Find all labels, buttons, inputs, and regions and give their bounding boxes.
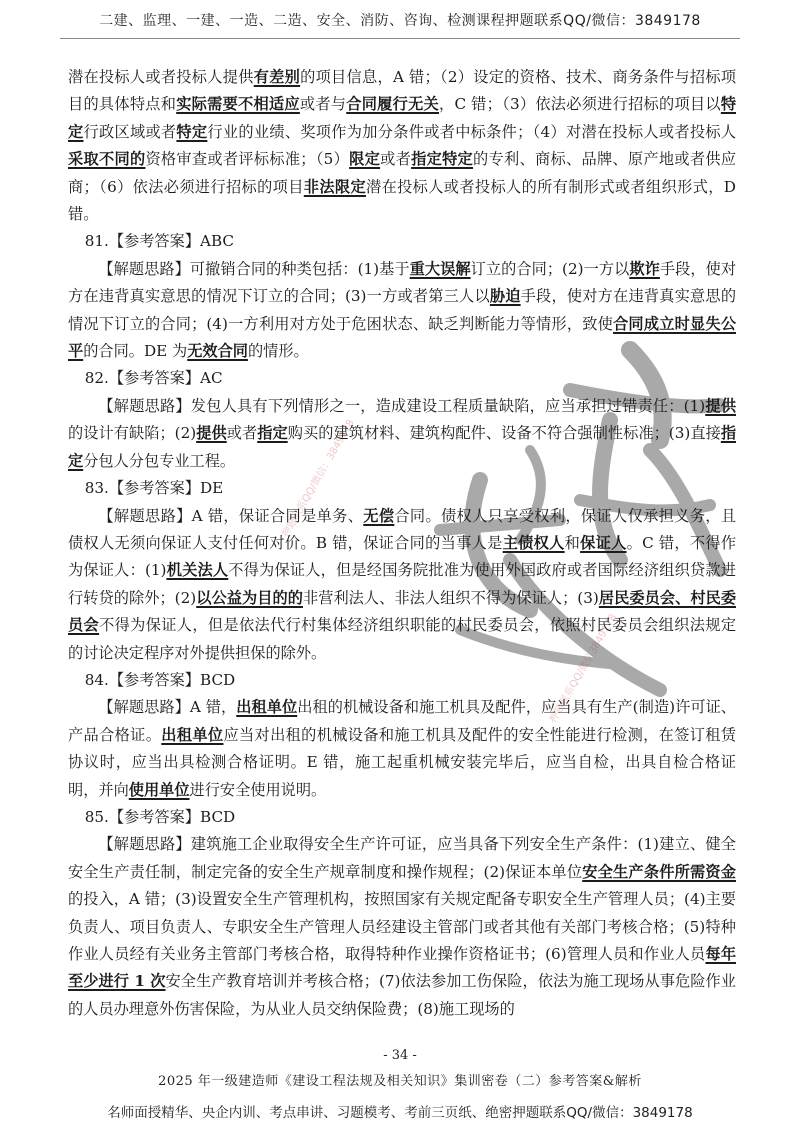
text-run: 【解题思路】A 错，保证合同是单务、 (98, 506, 364, 525)
text-run: 。C 错，不得作为保证人：(1) (68, 533, 737, 580)
text-run: 不得为保证人，但是依法代行村集体经济组织职能的村民委员会，依照村民委员会组织法规定的讨论决定程序对外提供担保的除外。 (68, 616, 737, 662)
key-term: 胁迫 (489, 287, 521, 306)
text-run: 订立的合同；(2)一方以 (470, 259, 630, 278)
text-run: 手段，使对方在违背真实意思的情况下订立的合同；(4)一方利用对方处于危困状态、缺乏判断能力等情形，致使 (68, 287, 737, 333)
key-term: 合同履行无关 (346, 95, 439, 114)
text-run: 购买的建筑材料、建筑构配件、设备不符合强制性标准；(3)直接 (287, 424, 721, 443)
answer-heading (68, 228, 736, 255)
key-term: 无效合同 (187, 342, 248, 361)
text-run: 【解题思路】A 错， (98, 698, 237, 717)
text-run: 的设计有缺陷；(2) (68, 424, 197, 443)
header-divider (60, 38, 740, 39)
key-term: 采取不同的 (68, 150, 146, 169)
text-run: 出租的机械设备和施工机具及配件，应当具有生产(制造)许可证、产品合格证。 (68, 698, 736, 744)
key-term: 保证人 (580, 533, 627, 552)
text-run: 的合同。DE 为 (83, 342, 188, 361)
key-term: 指定特定 (411, 150, 474, 169)
key-term: 出租单位 (236, 698, 298, 717)
key-term: 安全生产条件所需资金 (582, 862, 736, 881)
text-run: 手段，使对方在违背真实意思的情况下订立的合同；(3)一方或者第三人以 (68, 259, 737, 306)
text-run: 85.【参考答案】BCD (84, 807, 236, 826)
answer-heading (68, 475, 736, 502)
key-term: 无偿 (363, 506, 395, 525)
key-term: 限定 (349, 150, 381, 169)
text-run: 的项目信息，A 错；（2）设定的资格、技术、商务条件与招标项目的具体特点和 (68, 68, 737, 114)
text-run: 非营利法人、非法人组织不得为保证人；(3) (302, 588, 599, 607)
key-term: 实际需要不相适应 (176, 95, 300, 114)
explanation-paragraph (68, 694, 736, 804)
key-term: 出租单位 (161, 725, 224, 744)
text-run: 分包人分包专业工程。 (83, 451, 236, 470)
text-run: 潜在投标人或者投标人的所有制形式或者组织形式，D 错。 (68, 177, 736, 224)
explanation-paragraph (68, 256, 736, 366)
footer-promo: 名师面授精华、央企内训、考点串讲、习题模考、考前三页纸、绝密押题联系QQ/微信：3849178 (107, 1105, 693, 1121)
key-term: 使用单位 (128, 780, 190, 799)
text-run: 潜在投标人或者投标人提供 (68, 68, 254, 86)
key-term: 重大误解 (409, 259, 471, 278)
text-run: 【解题思路】发包人具有下列情形之一，造成建设工程质量缺陷，应当承担过错责任：(1) (98, 396, 706, 415)
key-term: 欺诈 (629, 259, 660, 278)
footer-title: 2025 年一级建造师《建设工程法规及相关知识》集训密卷（二）参考答案&解析 (158, 1074, 642, 1089)
key-term: 特定 (68, 95, 737, 141)
key-term: 以公益为目的的 (196, 588, 303, 607)
key-term: 每年至少进行 1 次 (68, 945, 737, 991)
key-term: 指定 (68, 424, 737, 470)
answer-heading (68, 365, 736, 392)
key-term: 提供 (196, 424, 227, 443)
text-run: 的情形。 (247, 342, 309, 361)
text-run: 的专利、商标、品牌、原产地或者供应商；（6）依法必须进行招标的项目 (68, 150, 737, 196)
text-run: 的投入，A 错；(3)设置安全生产管理机构，按照国家有关规定配备专职安全生产管理人员；(4)主要负责人、项目负责人、专职安全生产管理人员经建设主管部门或者其他有关部门考核合格；(5)特种作业人员经有关业务主管部门考核合格，取得特种作业操作资格证书；(6)管理人员和作业人员 (68, 890, 736, 963)
page-header: 二建、监理、一建、一造、二造、安全、消防、咨询、检测课程押题联系QQ/微信：3849178 (99, 13, 701, 29)
text-run: 82.【参考答案】AC (84, 369, 223, 388)
key-term: 机关法人 (166, 561, 229, 580)
page-number: - 34 - (383, 1048, 417, 1063)
text-run: 83.【参考答案】DE (84, 479, 224, 498)
key-term: 指定 (257, 424, 288, 443)
text-run: 和 (564, 533, 581, 552)
explanation-paragraph (68, 64, 736, 228)
explanation-paragraph (68, 831, 736, 1023)
key-term: 合同成立时显失公平 (68, 314, 737, 361)
text-run: 或者与 (299, 95, 347, 114)
text-run: 进行安全使用说明。 (189, 780, 327, 799)
text-run: 不得为保证人，但是经国务院批准为使用外国政府或者国际经济组织贷款进行转贷的除外；(2) (68, 561, 737, 607)
explanation-paragraph (68, 393, 736, 475)
text-run: 资格审查或者评标标准；（5） (145, 150, 350, 169)
text-run: 或者 (380, 150, 412, 169)
answer-heading (68, 667, 736, 694)
key-term: 居民委员会、村民委员会 (68, 588, 737, 635)
faint-stamp-1: 押题联系QQ/微信：3849178 (280, 417, 357, 540)
text-run: 或者 (226, 424, 258, 443)
text-run: 合同。债权人只享受权利，保证人仅承担义务，且债权人无须向保证人支付任何对价。B 错，保证合同的当事人是 (68, 506, 737, 552)
text-run: 【解题思路】可撤销合同的种类包括：(1)基于 (98, 259, 410, 278)
text-run: 应当对出租的机械设备和施工机具及配件的安全性能进行检测，在签订租赁协议时，应当出具检测合格证明。E 错，施工起重机械安装完毕后，应当自检，出具自检合格证明，并向 (68, 725, 737, 799)
key-term: 特定 (176, 122, 208, 141)
text-run: 行业的业绩、奖项作为加分条件或者中标条件；（4）对潜在投标人或者投标人 (207, 122, 737, 141)
answer-content (68, 64, 736, 1023)
text-run: 81.【参考答案】ABC (84, 232, 235, 251)
text-run: 安全生产教育培训并考核合格；(7)依法参加工伤保险，依法为施工现场从事危险作业的人员办理意外伤害保险，为从业人员交纳保险费；(8)施工现场的 (68, 972, 736, 1018)
text-run: 84.【参考答案】BCD (84, 670, 236, 689)
key-term: 主债权人 (502, 533, 565, 552)
explanation-paragraph (68, 503, 736, 667)
key-term: 提供 (705, 396, 737, 415)
answer-heading (68, 804, 736, 831)
text-run: ，C 错；（3）依法必须进行招标的项目以 (439, 95, 721, 114)
text-run: 行政区域或者 (83, 122, 177, 141)
text-run: 【解题思路】建筑施工企业取得安全生产许可证，应当具备下列安全生产条件：(1)建立、健全安全生产责任制，制定完备的安全生产规章制度和操作规程；(2)保证本单位 (68, 835, 736, 881)
key-term: 非法限定 (303, 177, 367, 196)
faint-stamp-2: 押题联系QQ/微信3849178 (547, 612, 620, 725)
key-term: 有差别 (253, 68, 301, 86)
